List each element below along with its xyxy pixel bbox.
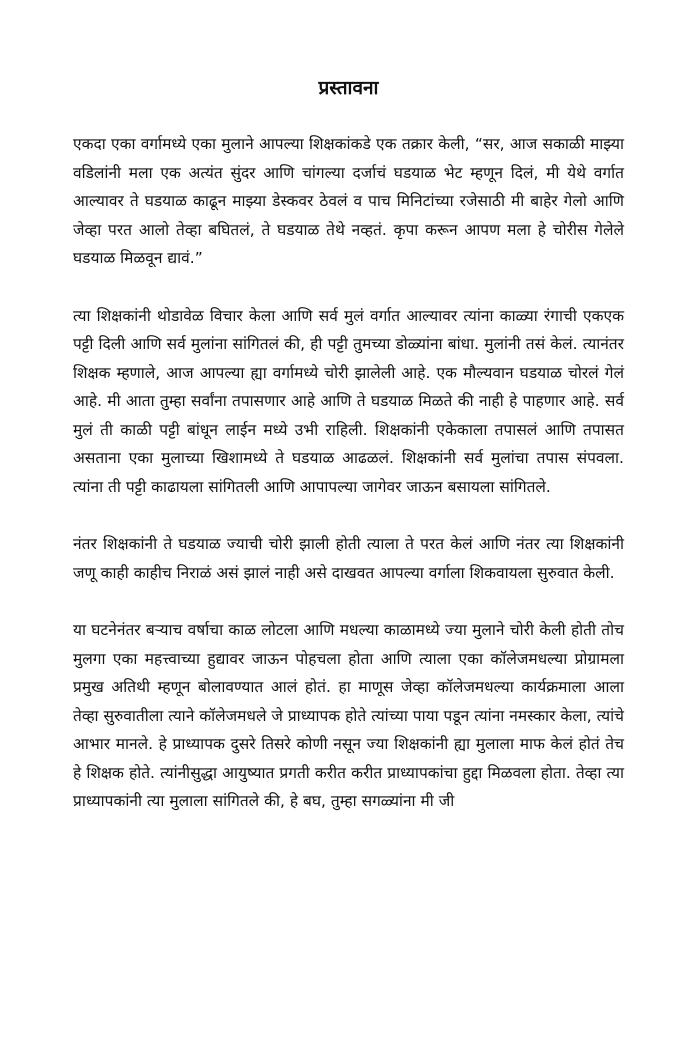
paragraph-3: नंतर शिक्षकांनी ते घडयाळ ज्याची चोरी झाली होती त्याला ते परत केलं आणि नंतर त्या शिक्षकांनी जणू काही काहीच निराळं असं झालं नाही असे दाखवत आपल्या वर्गाला शिकवायला सुरुवात केली. [73,535,624,582]
paragraph-4: या घटनेनंतर बऱ्याच वर्षाचा काळ लोटला आणि मधल्या काळामध्ये ज्या मुलाने चोरी केली होती तोच मुलगा एका महत्त्वाच्या हुद्यावर जाऊन पोहचला होता आणि त्याला एका कॉलेजमधल्या प्रोग्रामला प्रमुख अतिथी म्हणून बोलावण्यात आलं होतं. हा माणूस जेव्हा कॉलेजमधल्या कार्यक्रमाला आला तेव्हा सुरुवातीला त्याने कॉलेजमधले जे प्राध्यापक होते त्यांच्या पाया पडून त्यांना नमस्कार केला, त्यांचे आभार मानले. हे प्राध्यापक दुसरे तिसरे कोणी नसून ज्या शिक्षकांनी ह्या मुलाला माफ केलं होतं तेच हे शिक्षक होते. त्यांनीसुद्धा आयुष्यात प्रगती करीत करीत प्राध्यापकांचा हुद्दा मिळवला होता. तेव्हा त्या प्राध्यापकांनी त्या मुलाला सांगितले की, हे बघ, तुम्हा सगळ्यांना मी जी [73,621,624,810]
page-title: प्रस्तावना [318,77,379,99]
paragraph-2: त्या शिक्षकांनी थोडावेळ विचार केला आणि सर्व मुलं वर्गात आल्यावर त्यांना काळ्या रंगाची एकएक पट्टी दिली आणि सर्व मुलांना सांगितलं की, ही पट्टी तुमच्या डोळ्यांना बांधा. मुलांनी तसं केलं. त्यानंतर शिक्षक म्हणाले, आज आपल्या ह्या वर्गामध्ये चोरी झालेली आहे. एक मौल्यवान घडयाळ चोरलं गेलं आहे. मी आता तुम्हा सर्वांना तपासणार आहे आणि ते घडयाळ मिळते की नाही हे पाहणार आहे. सर्व मुलं ती काळी पट्टी बांधून लाईन मध्ये उभी राहिली. शिक्षकांनी एकेकाला तपासलं आणि तपासत असताना एका मुलाच्या खिशामध्ये ते घडयाळ आढळलं. शिक्षकांनी सर्व मुलांचा तपास संपवला. त्यांना ती पट्टी काढायला सांगितली आणि आपापल्या जागेवर जाऊन बसायला सांगितले. [73,306,624,496]
paragraph-1: एकदा एका वर्गामध्ये एका मुलाने आपल्या शिक्षकांकडे एक तक्रार केली, “सर, आज सकाळी माझ्या वडिलांनी मला एक अत्यंत सुंदर आणि चांगल्या दर्जाचं घडयाळ भेट म्हणून दिलं, मी येथे वर्गात आल्यावर ते घडयाळ काढून माझ्या डेस्कवर ठेवलं व पाच मिनिटांच्या रजेसाठी मी बाहेर गेलो आणि जेव्हा परत आलो तेव्हा बघितलं, ते घडयाळ तेथे नव्हतं. कृपा करून आपण मला हे चोरीस गेलेले घडयाळ मिळवून द्यावं.” [73,135,624,267]
